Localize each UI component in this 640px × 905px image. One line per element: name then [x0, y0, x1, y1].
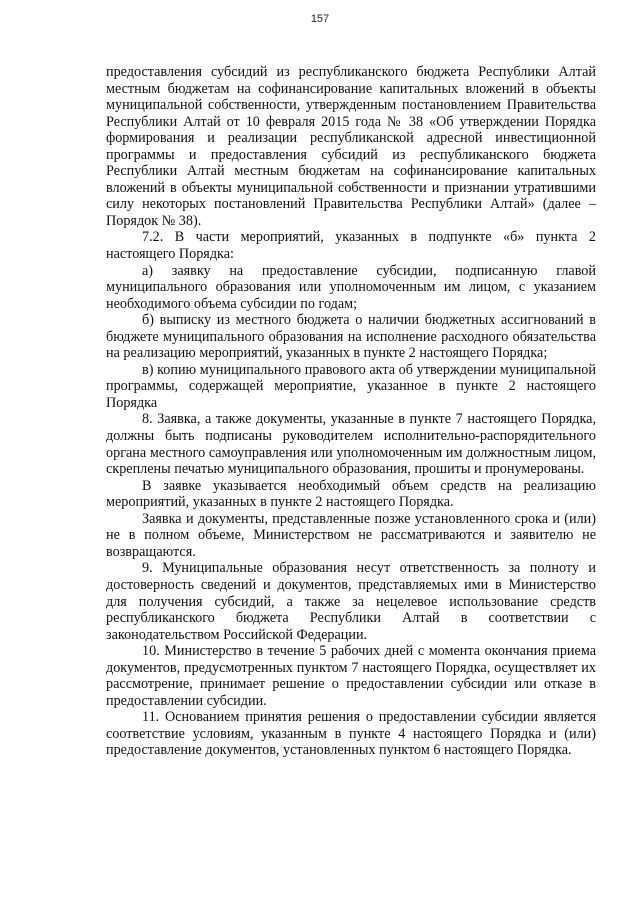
- paragraph-continuation: предоставления субсидий из республиканского бюджета Республики Алтай местным бюджетам на софинансирование капитальных вложений в объекты муниципальной собственности, утвержденным постановлением Правительства Республики Алтай от 10 февраля 2015 года № 38 «Об утверждении Порядка формирования и реализации республиканской адресной инвестиционной программы и предоставления субсидий из республиканского бюджета Республики Алтай местным бюджетам на софинансирование капитальных вложений в объекты муниципальной собственности и признании утратившими силу некоторых постановлений Правительства Республики Алтай» (далее – Порядок № 38).: [106, 64, 596, 229]
- paragraph-7-2-a: а) заявку на предоставление субсидии, подписанную главой муниципального образования или уполномоченным им лицом, с указанием необходимого объема субсидии по годам;: [106, 262, 596, 312]
- paragraph-8: 8. Заявка, а также документы, указанные в пункте 7 настоящего Порядка, должны быть подписаны руководителем исполнительно-распорядительного органа местного самоуправления или уполномоченным им должностным лицом, скреплены печатью муниципального образования, прошиты и пронумерованы.: [106, 411, 596, 478]
- paragraph-9: 9. Муниципальные образования несут ответственность за полноту и достоверность сведений и документов, представляемых ими в Министерство для получения субсидий, а также за нецелевое использование средств республиканского бюджета Республики Алтай в соответствии с законодательством Российской Федерации.: [106, 560, 596, 643]
- paragraph-7-2-v: в) копию муниципального правового акта об утверждении муниципальной программы, содержащей мероприятие, указанное в пункте 2 настоящего Порядка: [106, 361, 596, 411]
- page-number: 157: [310, 13, 330, 25]
- paragraph-10: 10. Министерство в течение 5 рабочих дней с момента окончания приема документов, предусмотренных пунктом 7 настоящего Порядка, осуществляет их рассмотрение, принимает решение о предоставлении субсидии или отказе в предоставлении субсидии.: [106, 643, 596, 709]
- paragraph-7-2: 7.2. В части мероприятий, указанных в подпункте «б» пункта 2 настоящего Порядка:: [106, 229, 596, 263]
- paragraph-8-volume: В заявке указывается необходимый объем средств на реализацию мероприятий, указанных в пункте 2 настоящего Порядка.: [106, 477, 596, 511]
- paragraph-7-2-b: б) выписку из местного бюджета о наличии бюджетных ассигнований в бюджете муниципального образования на исполнение расходного обязательства на реализацию мероприятий, указанных в пункте 2 настоящего Порядка;: [106, 312, 596, 362]
- paragraph-11: 11. Основанием принятия решения о предоставлении субсидии является соответствие условиям, указанным в пункте 4 настоящего Порядка и (или) предоставление документов, установленных пунктом 6 настоящего Порядка.: [106, 709, 596, 759]
- paragraph-8-late-documents: Заявка и документы, представленные позже установленного срока и (или) не в полном объеме, Министерством не рассматриваются и заявителю не возвращаются.: [106, 510, 596, 560]
- document-body: [106, 64, 596, 759]
